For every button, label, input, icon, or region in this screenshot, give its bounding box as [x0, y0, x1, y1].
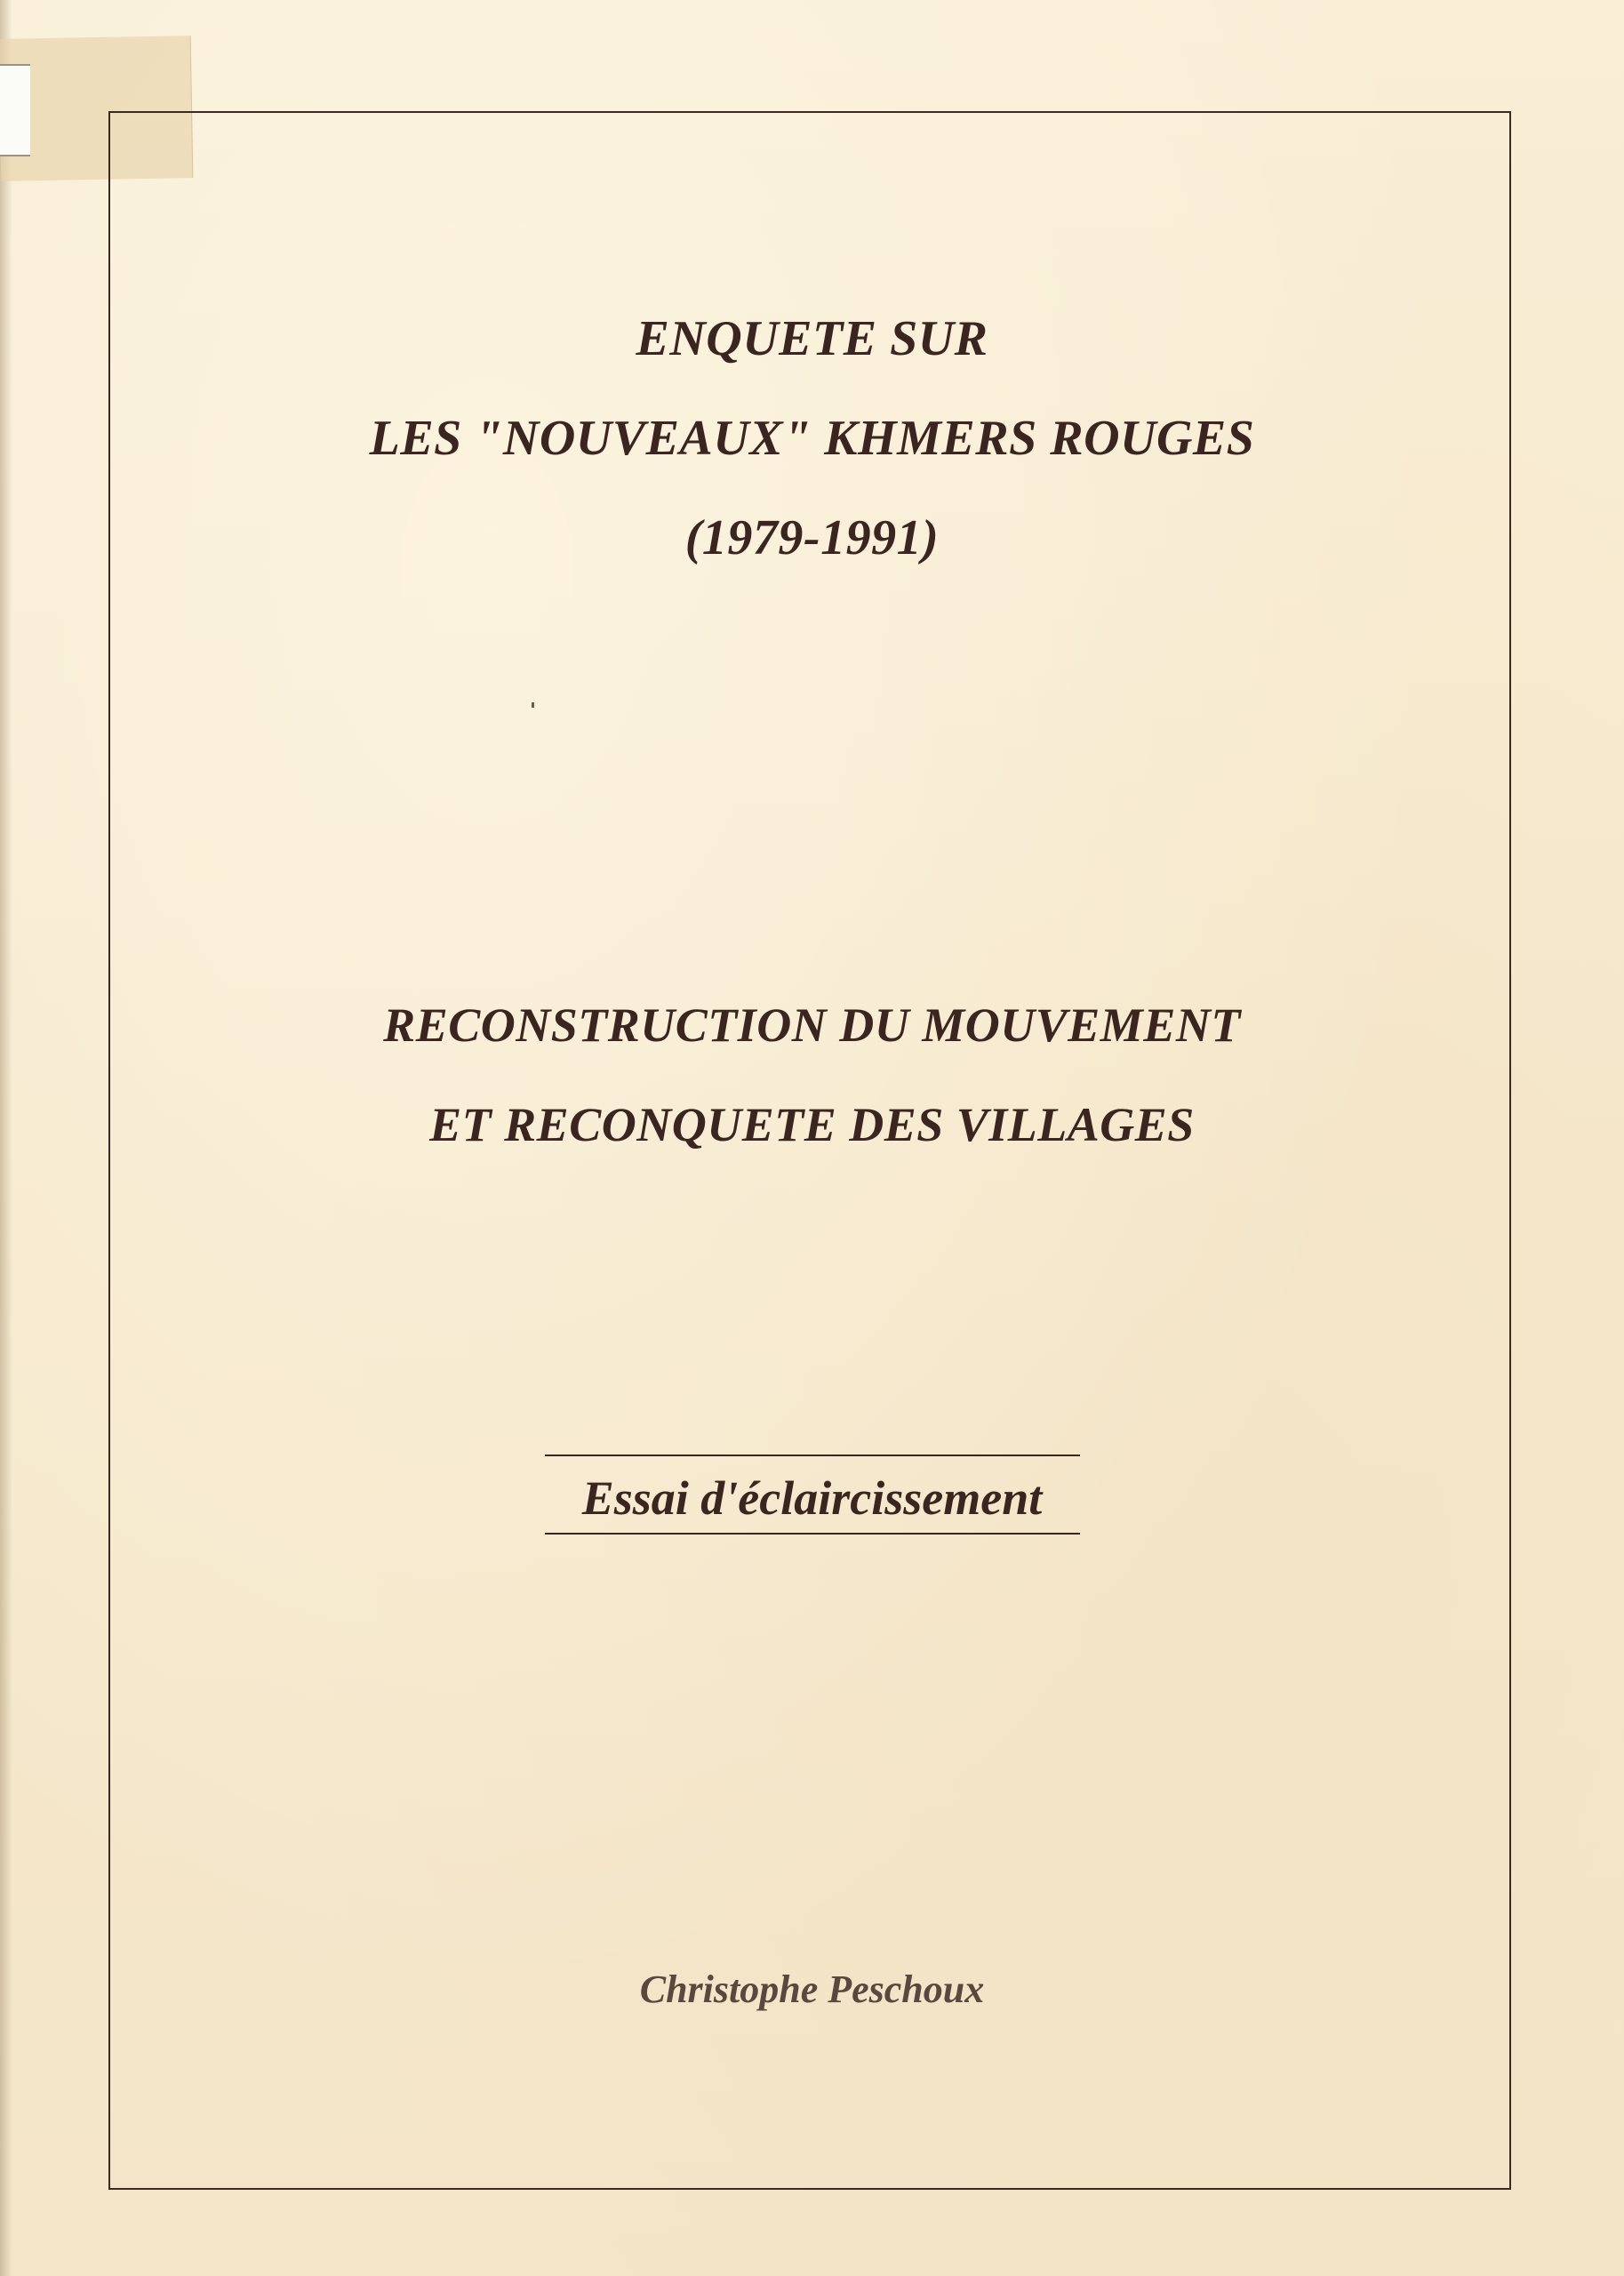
subtitle-line-2: ET RECONQUETE DES VILLAGES: [429, 1098, 1195, 1151]
title-line-3: (1979-1991): [684, 510, 940, 565]
title-line-1: ENQUETE SUR: [636, 311, 988, 366]
subtitle-line-1: RECONSTRUCTION DU MOUVEMENT: [383, 998, 1241, 1052]
essay-rule-bottom: [545, 1533, 1080, 1535]
paper-speck: [532, 702, 534, 708]
title-line-2: LES "NOUVEAUX" KHMERS ROUGES: [369, 411, 1255, 466]
author-name: Christophe Peschoux: [639, 1967, 985, 2011]
essay-label: Essai d'éclaircissement: [581, 1471, 1043, 1525]
library-label-tab: [0, 64, 30, 156]
essay-rule-top: [545, 1455, 1080, 1456]
